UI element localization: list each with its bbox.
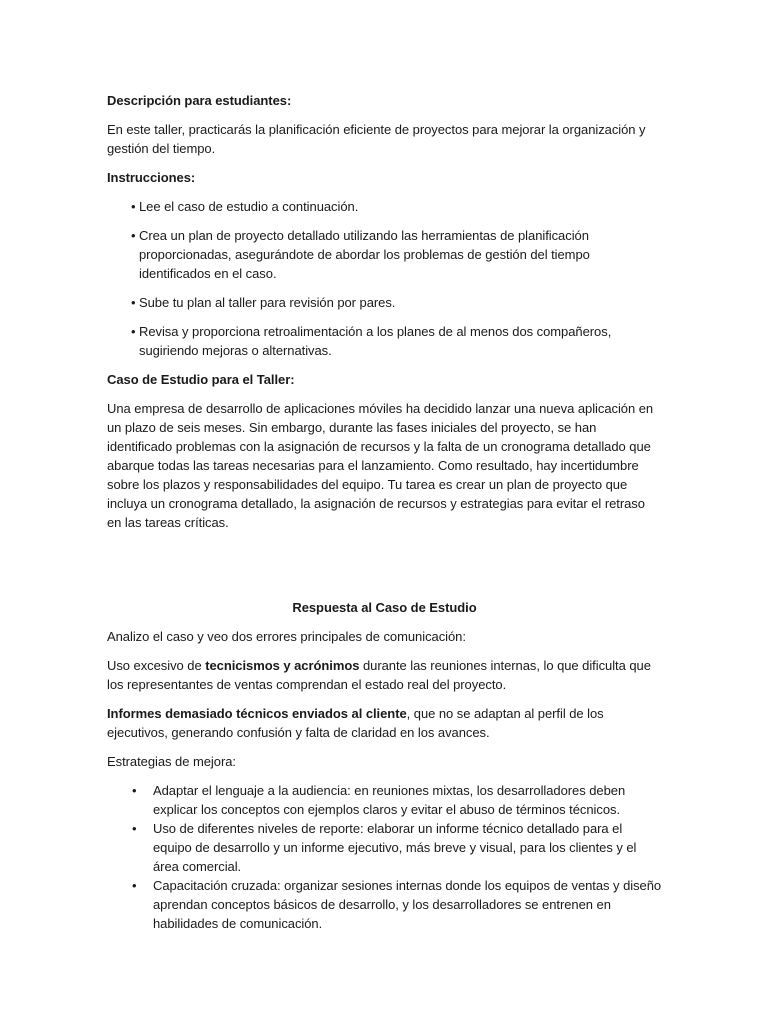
list-item	[107, 781, 662, 819]
case-text: Una empresa de desarrollo de aplicaciones móviles ha decidido lanzar una nueva aplicación en un plazo de seis meses. Sin embargo, durante las fases iniciales del proyecto, se han identificado problemas con la asignación de recursos y la falta de un cronograma detallado que abarque todas las tareas necesarias para el lanzamiento. Como resultado, hay incertidumbre sobre los plazos y responsabilidades del equipo. Tu tarea es crear un plan de proyecto que incluya un cronograma detallado, la asignación de recursos y estrategias para evitar el retraso en las tareas críticas.	[107, 401, 654, 530]
strategies-list	[107, 781, 662, 933]
instructions-list	[107, 197, 662, 360]
bullet-icon: •	[131, 324, 136, 339]
error-one-bold: tecnicismos y acrónimos	[205, 658, 360, 673]
list-item-text: Adaptar el lenguaje a la audiencia: en reuniones mixtas, los desarrolladores deben explicar los conceptos con ejemplos claros y evitar el abuso de términos técnicos.	[153, 783, 626, 817]
bullet-icon: •	[132, 878, 137, 893]
error-two-paragraph	[107, 704, 662, 742]
strategies-heading: Estrategias de mejora:	[107, 754, 236, 769]
error-two-post: , que no se adaptan al perfil de los ejecutivos, generando confusión y falta de claridad en los avances.	[107, 706, 604, 740]
instructions-heading: Instrucciones:	[107, 170, 196, 185]
list-item-text: Sube tu plan al taller para revisión por pares.	[139, 295, 396, 310]
bullet-icon: •	[131, 295, 136, 310]
list-item-text: Revisa y proporciona retroalimentación a los planes de al menos dos compañeros, sugiriendo mejoras o alternativas.	[139, 324, 612, 358]
case-heading: Caso de Estudio para el Taller:	[107, 372, 295, 387]
bullet-icon: •	[131, 228, 136, 243]
error-one-paragraph	[107, 656, 662, 694]
error-two-bold: Informes demasiado técnicos enviados al cliente	[107, 706, 407, 721]
list-item-text: Uso de diferentes niveles de reporte: elaborar un informe técnico detallado para el equipo de desarrollo y un informe ejecutivo, más breve y visual, para los clientes y el área comercial.	[153, 821, 637, 874]
list-item	[107, 293, 662, 312]
intro-heading: Descripción para estudiantes:	[107, 93, 292, 108]
error-one-post: durante las reuniones internas, lo que dificulta que los representantes de ventas comprendan el estado real del proyecto.	[107, 658, 651, 692]
intro-text: En este taller, practicarás la planificación eficiente de proyectos para mejorar la organización y gestión del tiempo.	[107, 122, 646, 156]
list-item-text: Crea un plan de proyecto detallado utilizando las herramientas de planificación proporcionadas, asegurándote de abordar los problemas de gestión del tiempo identificados en el caso.	[139, 228, 590, 281]
list-item-text: Capacitación cruzada: organizar sesiones internas donde los equipos de ventas y diseño aprendan conceptos básicos de desarrollo, y los desarrolladores se entrenen en habilidades de comunicación.	[153, 878, 662, 931]
bullet-icon: •	[132, 783, 137, 798]
list-item-text: Lee el caso de estudio a continuación.	[139, 199, 359, 214]
list-item	[107, 876, 662, 933]
bullet-icon: •	[131, 199, 136, 214]
list-item	[107, 226, 662, 283]
error-one-pre: Uso excesivo de	[107, 658, 206, 673]
bullet-icon: •	[132, 821, 137, 836]
list-item	[107, 819, 662, 876]
list-item	[107, 197, 662, 216]
answer-analysis: Analizo el caso y veo dos errores principales de comunicación:	[107, 629, 466, 644]
answer-title: Respuesta al Caso de Estudio	[292, 600, 477, 615]
list-item	[107, 322, 662, 360]
